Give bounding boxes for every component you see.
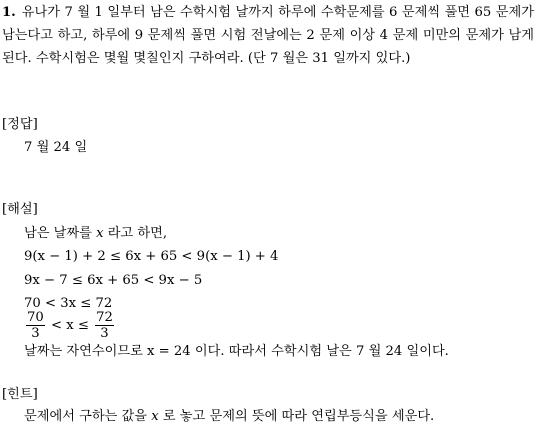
inequality-1: 9(x − 1) + 2 ≤ 6x + 65 < 9(x − 1) + 4 bbox=[24, 249, 279, 264]
hint-text bbox=[24, 407, 434, 427]
hint-pre: 문제에서 구하는 값을 bbox=[24, 409, 152, 424]
solution-conclusion bbox=[24, 342, 449, 362]
solution-intro-pre: 남은 날짜를 bbox=[24, 226, 97, 241]
conclusion-post: 이다. 따라서 수학시험 날은 7 월 24 일이다. bbox=[190, 344, 449, 359]
hint-var: x bbox=[151, 409, 159, 424]
fraction-right-denominator: 3 bbox=[100, 326, 109, 341]
inequality-3: 70 < 3x ≤ 72 bbox=[24, 296, 113, 311]
answer-heading: [정답] bbox=[2, 117, 38, 132]
fraction-right bbox=[95, 310, 114, 341]
inequality-2: 9x − 7 ≤ 6x + 65 < 9x − 5 bbox=[24, 273, 203, 288]
problem-number: 1. bbox=[2, 5, 16, 20]
solution-intro-post: 라고 하면, bbox=[103, 226, 168, 241]
hint-post: 로 놓고 문제의 뜻에 따라 연립부등식을 세운다. bbox=[158, 409, 435, 424]
solution-heading: [해설] bbox=[2, 202, 38, 217]
problem-text: 유나가 7 월 1 일부터 남은 수학시험 날까지 하루에 수학문제를 6 문제씩 풀면 65 문제가 남는다고 하고, 하루에 9 문제씩 풀면 시험 전날에는 2 문제 이상 4 문제 미만의 문제가 남게 된다. 수학시험은 몇월 몇칠인지 구하여라. (단 7 월은 31 일까지 있다.) bbox=[2, 5, 534, 66]
fraction-inequality bbox=[24, 310, 116, 342]
fraction-left bbox=[26, 310, 45, 341]
conclusion-math: x = 24 bbox=[147, 344, 191, 359]
fraction-left-denominator: 3 bbox=[31, 326, 40, 341]
hint-heading: [힌트] bbox=[2, 387, 38, 402]
conclusion-pre: 날짜는 자연수이므로 bbox=[24, 344, 148, 359]
fraction-middle: < x ≤ bbox=[46, 318, 94, 333]
solution-intro bbox=[24, 224, 167, 244]
answer-value: 7 월 24 일 bbox=[24, 140, 88, 155]
solution-intro-var: x bbox=[96, 226, 104, 241]
fraction-left-numerator: 70 bbox=[27, 310, 44, 325]
fraction-right-numerator: 72 bbox=[96, 310, 113, 325]
problem-statement bbox=[2, 1, 534, 70]
